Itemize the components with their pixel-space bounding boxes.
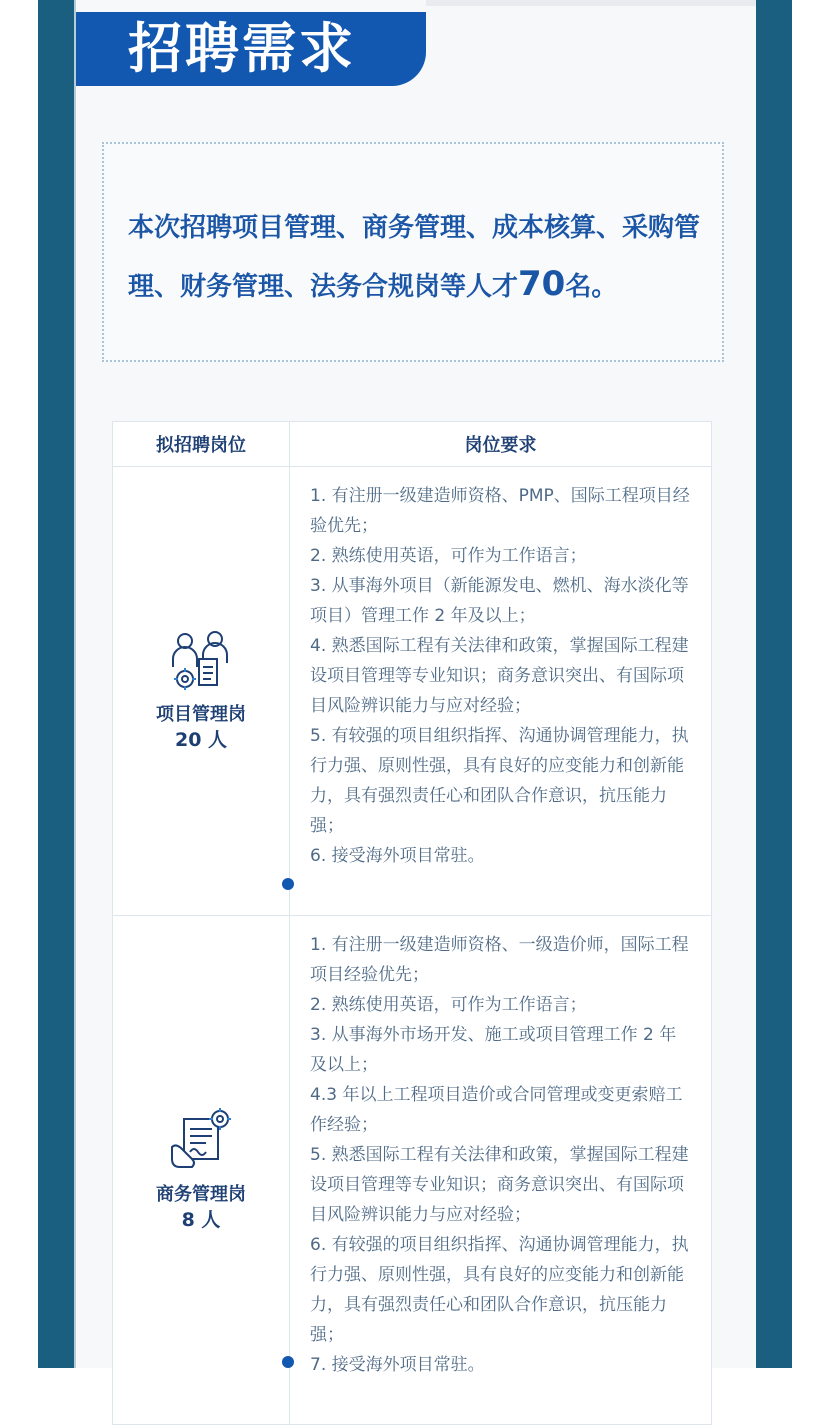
requirements-table [112, 421, 712, 1425]
top-strip [426, 0, 756, 6]
list-item: 7. 接受海外项目常驻。 [310, 1355, 485, 1375]
table-row [113, 467, 712, 916]
list-item: 2. 熟练使用英语，可作为工作语言； [310, 546, 587, 566]
position-cell [113, 916, 290, 1425]
header-requirements: 岗位要求 [290, 422, 712, 467]
list-item: 3. 从事海外市场开发、施工或项目管理工作 2 年及以上； [310, 1025, 677, 1075]
intro-count: 70 [518, 264, 566, 304]
list-item: 6. 有较强的项目组织指挥、沟通协调管理能力，执行力强、原则性强，具有良好的应变能力和创新能力，具有强烈责任心和团队合作意识，抗压能力强； [310, 1235, 689, 1345]
section-title-tab [76, 12, 426, 86]
list-item: 6. 接受海外项目常驻。 [310, 846, 485, 866]
right-border-bar [756, 0, 792, 1368]
position-cell [113, 467, 290, 916]
position-name: 商务管理岗 [156, 1184, 246, 1205]
list-item: 2. 熟练使用英语，可作为工作语言； [310, 995, 587, 1015]
list-item: 5. 熟悉国际工程有关法律和政策，掌握国际工程建设项目管理等专业知识；商务意识突出、有国际项目风险辨识能力与应对经验； [310, 1145, 689, 1225]
team-gear-icon [165, 629, 237, 693]
row-divider-dot [282, 878, 294, 890]
list-item: 1. 有注册一级建造师资格、PMP、国际工程项目经验优先； [310, 486, 690, 536]
table-row [113, 916, 712, 1425]
contract-hand-icon [166, 1107, 236, 1173]
requirements-cell [290, 916, 712, 1425]
left-border-bar [38, 0, 74, 1368]
card-edge-line [74, 0, 76, 1368]
list-item: 5. 有较强的项目组织指挥、沟通协调管理能力，执行力强、原则性强，具有良好的应变能力和创新能力，具有强烈责任心和团队合作意识，抗压能力强； [310, 726, 689, 836]
requirements-cell [290, 467, 712, 916]
intro-text [128, 200, 708, 315]
list-item: 4. 熟悉国际工程有关法律和政策，掌握国际工程建设项目管理等专业知识；商务意识突出、有国际项目风险辨识能力与应对经验； [310, 636, 689, 716]
intro-box [102, 142, 724, 362]
position-name: 项目管理岗 [156, 704, 246, 725]
list-item: 4.3 年以上工程项目造价或合同管理或变更索赔工作经验； [310, 1085, 683, 1135]
position-count: 8 人 [181, 1209, 221, 1231]
header-position: 拟招聘岗位 [113, 422, 290, 467]
intro-text-suffix: 名。 [565, 272, 618, 302]
intro-text-prefix: 本次招聘项目管理、商务管理、成本核算、采购管理、财务管理、法务合规岗等人才 [128, 213, 701, 302]
table-header-row [113, 422, 712, 467]
position-count: 20 人 [174, 729, 228, 751]
row-divider-dot [282, 1356, 294, 1368]
list-item: 1. 有注册一级建造师资格、一级造价师，国际工程项目经验优先； [310, 935, 689, 985]
section-title: 招聘需求 [128, 17, 356, 80]
list-item: 3. 从事海外项目（新能源发电、燃机、海水淡化等项目）管理工作 2 年及以上； [310, 576, 689, 626]
